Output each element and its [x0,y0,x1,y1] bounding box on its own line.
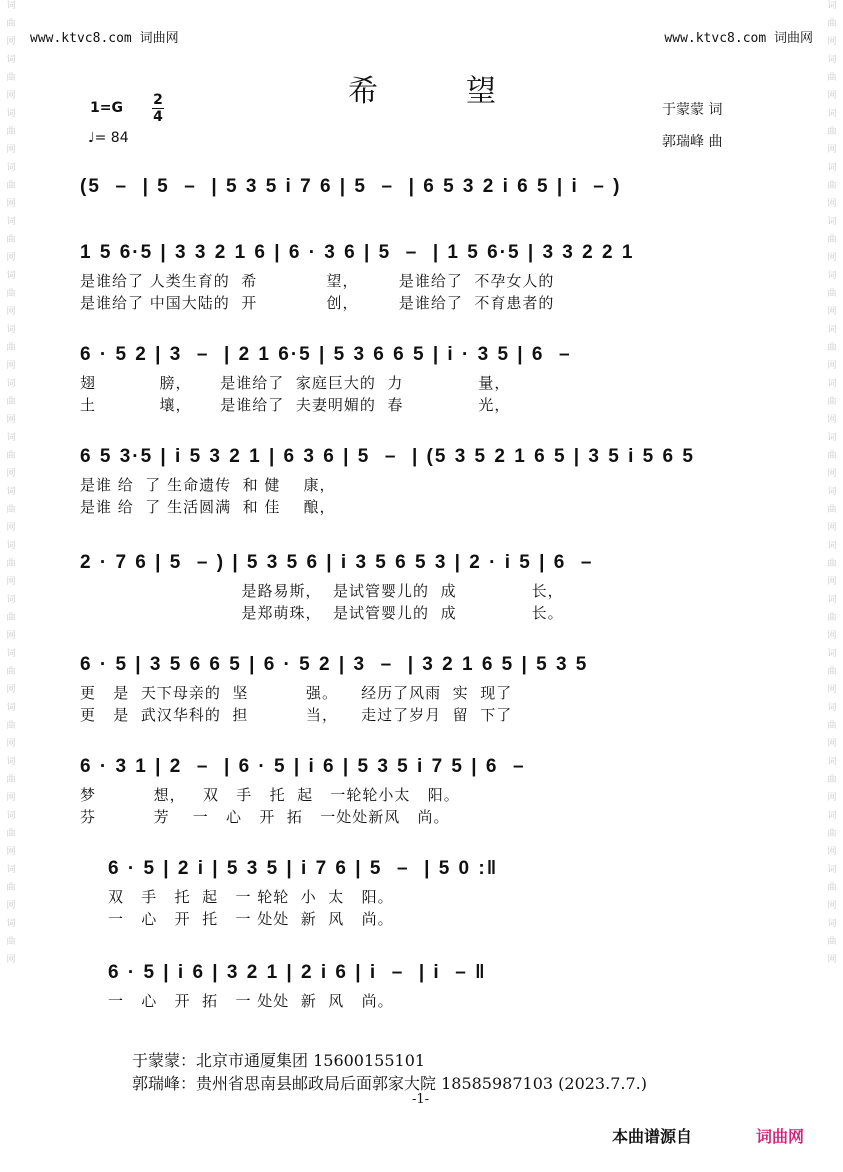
watermark-glyph: 曲 [6,397,16,407]
notes-line-4: 6 5 3·5 | i 5 3 2 1 | 6 3 6 | 5 – | (5 3 5 2 1 6 5 | 3 5 i 5 6 5 [80,446,695,467]
watermark-glyph: 词 [6,541,16,551]
watermark-glyph: 词 [827,163,837,173]
watermark-glyph: 词 [6,919,16,929]
watermark-glyph: 网 [6,847,16,857]
watermark-glyph: 曲 [6,613,16,623]
watermark-glyph: 网 [827,199,837,209]
watermark-glyph: 词 [6,595,16,605]
lyrics-line-7-verse-2: 芬 芳 一 心 开 拓 一处处新风 尚。 [80,808,450,826]
composer-credit: 郭瑞峰 曲 [662,134,723,150]
notes-line-7: 6 · 3 1 | 2 – | 6 · 5 | i 6 | 5 3 5 i 7 5 | 6 – [80,756,526,777]
watermark-glyph: 词 [827,865,837,875]
watermark-glyph: 词 [6,1,16,11]
watermark-glyph: 曲 [6,721,16,731]
watermark-glyph: 网 [6,955,16,965]
watermark-glyph: 曲 [827,937,837,947]
watermark-glyph: 词 [6,487,16,497]
watermark-glyph: 词 [827,649,837,659]
watermark-glyph: 网 [6,37,16,47]
watermark-glyph: 曲 [6,775,16,785]
watermark-glyph: 网 [827,793,837,803]
lyrics-line-9-verse-1: 一 心 开 拓 一 处处 新 风 尚。 [108,992,394,1010]
watermark-glyph: 网 [6,361,16,371]
watermark-glyph: 网 [827,469,837,479]
watermark-glyph: 词 [827,811,837,821]
watermark-glyph: 词 [6,217,16,227]
watermark-glyph: 曲 [827,829,837,839]
lyrics-line-4-verse-1: 是谁 给 了 生命遗传 和 健 康， [80,476,336,494]
watermark-glyph: 曲 [827,505,837,515]
time-signature-bottom: 4 [153,109,163,125]
lyrics-line-4-verse-2: 是谁 给 了 生活圆满 和 佳 酿， [80,498,336,516]
watermark-glyph: 曲 [6,235,16,245]
lyrics-line-6-verse-2: 更 是 武汉华科的 担 当， 走过了岁月 留 下了 [80,706,513,724]
lyrics-line-2-verse-2: 是谁给了 中国大陆的 开 创， 是谁给了 不育患者的 [80,294,555,312]
watermark-glyph: 网 [6,199,16,209]
watermark-glyph: 词 [827,55,837,65]
watermark-glyph: 曲 [827,19,837,29]
watermark-glyph: 曲 [827,775,837,785]
brand-logo-text[interactable]: 词曲网 [756,1127,805,1146]
page-number: -1- [412,1092,430,1107]
watermark-glyph: 曲 [827,613,837,623]
watermark-glyph: 词 [827,757,837,767]
watermark-glyph: 词 [6,865,16,875]
lyrics-line-6-verse-1: 更 是 天下母亲的 坚 强。 经历了风雨 实 现了 [80,684,513,702]
watermark-glyph: 网 [827,523,837,533]
notes-line-6: 6 · 5 | 3 5 6 6 5 | 6 · 5 2 | 3 – | 3 2 1 6 5 | 5 3 5 [80,654,589,675]
watermark-glyph: 网 [827,415,837,425]
watermark-glyph: 网 [6,145,16,155]
watermark-glyph: 曲 [6,73,16,83]
watermark-glyph: 曲 [6,343,16,353]
footer-lyricist-contact: 于蒙蒙：北京市通厦集团 15600155101 [132,1051,426,1070]
watermark-glyph: 词 [6,649,16,659]
watermark-glyph: 曲 [827,397,837,407]
watermark-glyph: 词 [6,379,16,389]
watermark-glyph: 网 [827,361,837,371]
watermark-glyph: 曲 [827,343,837,353]
watermark-glyph: 曲 [6,505,16,515]
watermark-glyph: 网 [6,91,16,101]
watermark-glyph: 网 [6,523,16,533]
watermark-glyph: 曲 [6,127,16,137]
watermark-glyph: 曲 [827,559,837,569]
watermark-glyph: 词 [6,433,16,443]
watermark-glyph: 网 [6,685,16,695]
watermark-glyph: 网 [6,307,16,317]
lyrics-line-3-verse-1: 翅 膀， 是谁给了 家庭巨大的 力 量， [80,374,511,392]
watermark-glyph: 网 [6,901,16,911]
left-watermark-strip [2,0,20,1172]
watermark-glyph: 曲 [827,127,837,137]
watermark-glyph: 网 [827,739,837,749]
lyrics-line-5-verse-2: 是郑萌珠， 是试管婴儿的 成 长。 [80,604,564,622]
watermark-glyph: 曲 [827,73,837,83]
watermark-glyph: 词 [6,55,16,65]
time-signature [152,92,164,125]
watermark-glyph: 曲 [6,829,16,839]
watermark-glyph: 词 [6,325,16,335]
notes-line-8: 6 · 5 | 2 i | 5 3 5 | i 7 6 | 5 – | 5 0 :‖ [108,858,499,879]
song-title: 希望 [348,74,584,109]
watermark-glyph: 曲 [827,181,837,191]
footer-composer-contact: 郭瑞峰：贵州省思南县邮政局后面郭家大院 18585987103 (2023.7.7.) [132,1074,647,1093]
notes-line-1: (5 – | 5 – | 5 3 5 i 7 6 | 5 – | 6 5 3 2 i 6 5 | i – ) [80,176,622,197]
watermark-glyph: 曲 [827,451,837,461]
watermark-glyph: 曲 [6,181,16,191]
right-watermark-strip [823,0,841,1172]
watermark-glyph: 词 [827,595,837,605]
header-left-url[interactable]: www.ktvc8.com 词曲网 [30,31,179,46]
watermark-glyph: 曲 [6,289,16,299]
watermark-glyph: 曲 [6,667,16,677]
watermark-glyph: 词 [6,757,16,767]
lyrics-line-7-verse-1: 梦 想， 双 手 托 起 一轮轮小太 阳。 [80,786,460,804]
watermark-glyph: 网 [827,145,837,155]
lyrics-line-2-verse-1: 是谁给了 人类生育的 希 望， 是谁给了 不孕女人的 [80,272,555,290]
watermark-glyph: 曲 [6,937,16,947]
watermark-glyph: 词 [827,433,837,443]
watermark-glyph: 网 [6,415,16,425]
watermark-glyph: 网 [827,307,837,317]
watermark-glyph: 曲 [827,667,837,677]
watermark-glyph: 词 [827,109,837,119]
watermark-glyph: 词 [827,541,837,551]
watermark-glyph: 网 [827,955,837,965]
watermark-glyph: 网 [6,469,16,479]
watermark-glyph: 词 [6,271,16,281]
watermark-glyph: 词 [827,271,837,281]
watermark-glyph: 曲 [827,883,837,893]
watermark-glyph: 网 [6,793,16,803]
notes-line-9: 6 · 5 | i 6 | 3 2 1 | 2 i 6 | i – | i – ‖ [108,962,487,983]
watermark-glyph: 词 [827,487,837,497]
watermark-glyph: 曲 [6,559,16,569]
watermark-glyph: 词 [827,703,837,713]
watermark-glyph: 词 [6,109,16,119]
watermark-glyph: 词 [6,703,16,713]
time-signature-top: 2 [153,92,163,108]
watermark-glyph: 网 [827,253,837,263]
watermark-glyph: 网 [827,37,837,47]
lyrics-line-3-verse-2: 土 壤， 是谁给了 夫妻明媚的 春 光， [80,396,511,414]
watermark-glyph: 网 [827,847,837,857]
watermark-glyph: 词 [827,1,837,11]
watermark-glyph: 曲 [827,721,837,731]
watermark-glyph: 网 [827,901,837,911]
watermark-glyph: 曲 [827,289,837,299]
watermark-glyph: 词 [6,163,16,173]
tempo-marking: ♩= 84 [88,130,129,146]
watermark-glyph: 网 [6,577,16,587]
watermark-glyph: 曲 [6,19,16,29]
watermark-glyph: 词 [827,325,837,335]
lyrics-line-8-verse-1: 双 手 托 起 一 轮轮 小 太 阳。 [108,888,394,906]
notes-line-2: 1 5 6·5 | 3 3 2 1 6 | 6 · 3 6 | 5 – | 1 5 6·5 | 3 3 2 2 1 [80,242,635,263]
watermark-glyph: 曲 [6,451,16,461]
watermark-glyph: 网 [827,631,837,641]
watermark-glyph: 网 [827,685,837,695]
watermark-glyph: 曲 [6,883,16,893]
watermark-glyph: 网 [827,91,837,101]
notes-line-5: 2 · 7 6 | 5 – ) | 5 3 5 6 | i 3 5 6 5 3 | 2 · i 5 | 6 – [80,552,594,573]
watermark-glyph: 词 [6,811,16,821]
watermark-glyph: 词 [827,919,837,929]
notes-line-3: 6 · 5 2 | 3 – | 2 1 6·5 | 5 3 6 6 5 | i · 3 5 | 6 – [80,344,572,365]
watermark-glyph: 曲 [827,235,837,245]
lyrics-line-5-verse-1: 是路易斯， 是试管婴儿的 成 长， [80,582,564,600]
watermark-glyph: 词 [827,217,837,227]
watermark-glyph: 网 [827,577,837,587]
key-signature: 1=G [90,100,123,116]
watermark-glyph: 词 [827,379,837,389]
source-label: 本曲谱源自 [612,1127,693,1146]
lyrics-line-8-verse-2: 一 心 开 托 一 处处 新 风 尚。 [108,910,394,928]
watermark-glyph: 网 [6,739,16,749]
lyricist-credit: 于蒙蒙 词 [662,102,723,118]
watermark-glyph: 网 [6,631,16,641]
header-right-url[interactable]: www.ktvc8.com 词曲网 [664,31,813,46]
watermark-glyph: 网 [6,253,16,263]
